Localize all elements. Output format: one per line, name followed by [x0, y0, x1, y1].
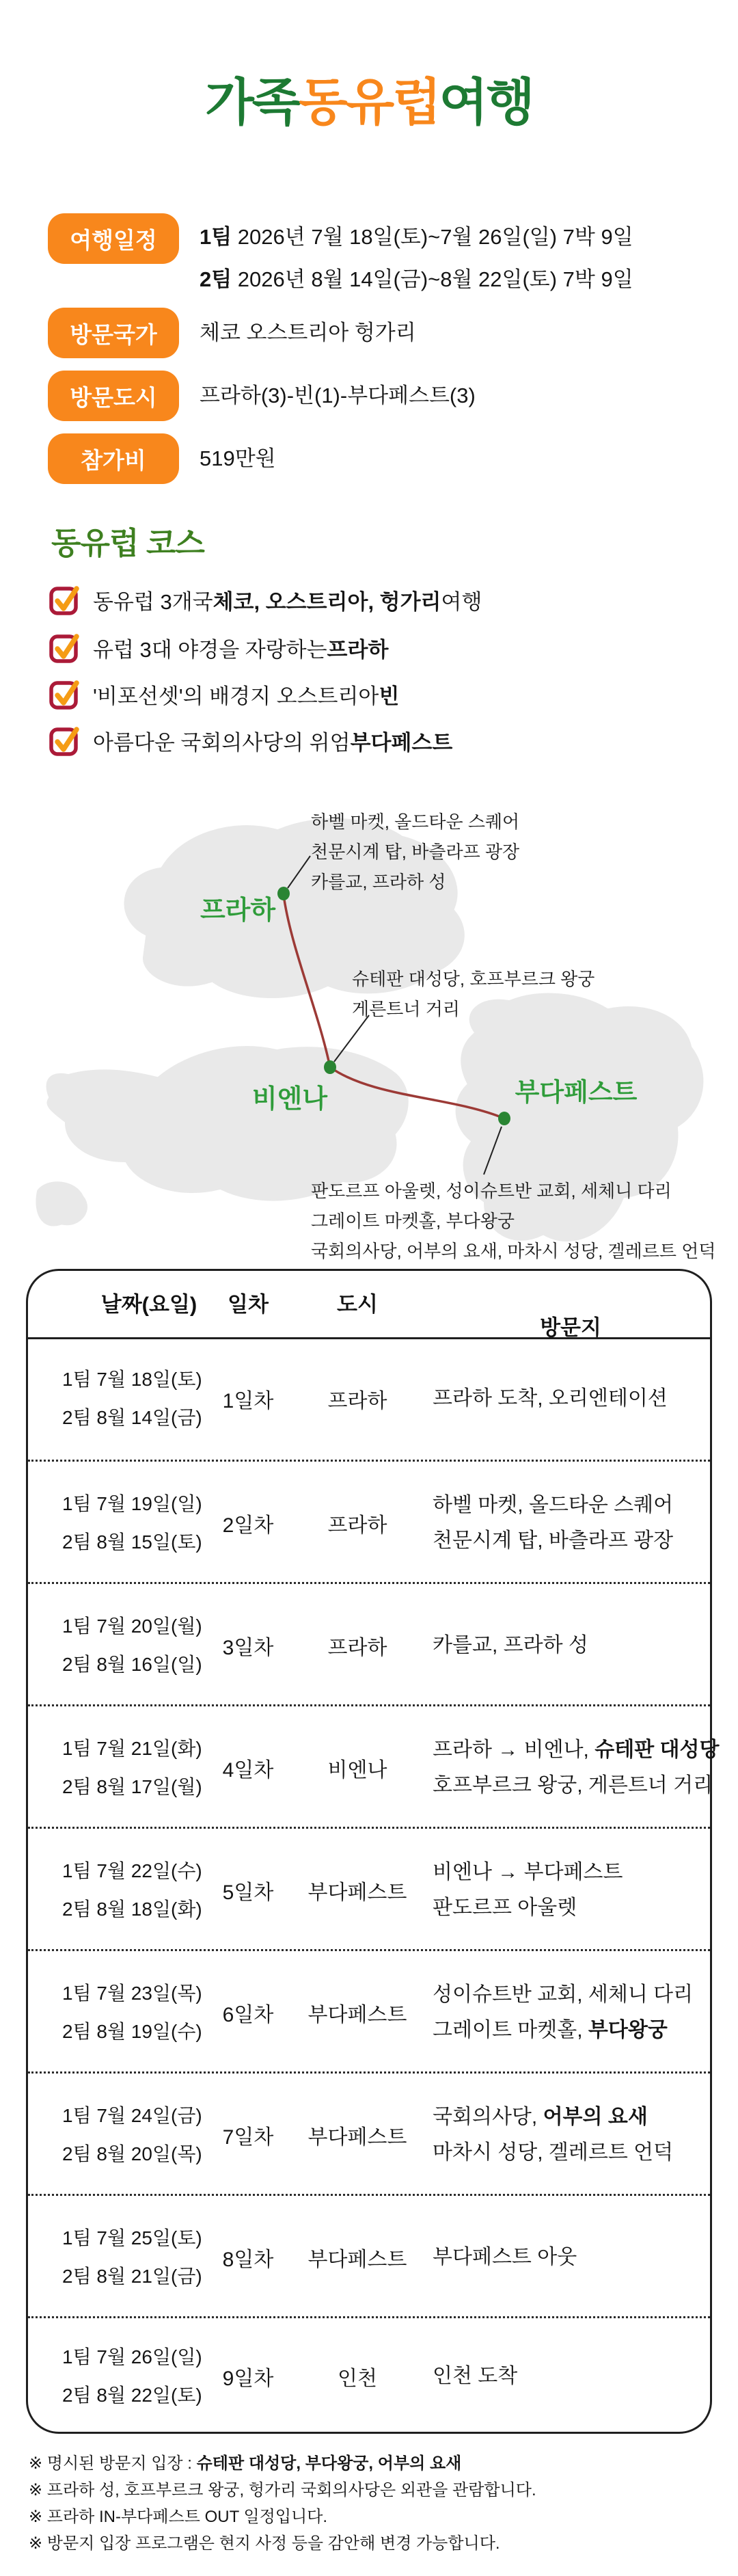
itinerary-table	[26, 1269, 720, 2434]
table-row	[28, 2071, 710, 2196]
date-line: 2팀 8월 18일(화)	[62, 1898, 202, 1920]
cell-dates	[62, 1730, 202, 1806]
city-dot-budapest	[498, 1112, 510, 1125]
cell-dates	[62, 1607, 202, 1684]
info-row-0	[48, 213, 704, 306]
date-line: 2팀 8월 14일(금)	[62, 1406, 202, 1428]
cell-city: 프라하	[327, 1514, 387, 1537]
table-row	[28, 1949, 710, 2074]
footnote-line: ※ 명시된 방문지 입장 : 슈테판 대성당, 부다왕궁, 어부의 요새	[29, 2454, 462, 2473]
visit-line: 하벨 마켓, 올드타운 스퀘어	[433, 1493, 674, 1516]
info-value-line: 519만원	[200, 446, 276, 470]
map-shape-neighbor	[34, 1180, 89, 1228]
date-line: 2팀 8월 17일(월)	[62, 1775, 202, 1797]
date-line: 1팀 7월 21일(화)	[62, 1737, 202, 1759]
cell-city: 프라하	[327, 1636, 387, 1659]
date-line: 1팀 7월 18일(토)	[62, 1368, 202, 1390]
cell-dates	[62, 1360, 202, 1437]
visit-line: 그레이트 마켓홀, 부다왕궁	[433, 2018, 668, 2041]
cell-dates	[62, 2097, 202, 2173]
footnote-line: ※ 프라하 IN-부다페스트 OUT 일정입니다.	[29, 2508, 328, 2526]
map-annotation-budapest	[311, 1176, 715, 1266]
table-row	[28, 1582, 710, 1706]
info-value-line: 프라하(3)-빈(1)-부다페스트(3)	[200, 384, 476, 407]
cell-visits	[433, 1488, 673, 1559]
footnotes	[29, 2450, 712, 2557]
map-annotation-line: 카를교, 프라하 성	[311, 872, 446, 892]
table-row	[28, 2194, 710, 2318]
visit-line: 국회의사당, 어부의 요새	[433, 2105, 648, 2128]
visit-line: 마차시 성당, 겔레르트 언덕	[433, 2141, 674, 2164]
map-annotation-line: 그레이트 마켓홀, 부다왕궁	[311, 1211, 515, 1231]
cell-day: 7일차	[222, 2125, 274, 2149]
info-badge: 참가비	[48, 433, 179, 484]
info-value-line: 2팀 2026년 8월 14일(금)~8월 22일(토) 7박 9일	[200, 267, 633, 291]
cell-visits	[433, 2359, 517, 2394]
map-annotation-line: 국회의사당, 어부의 요새, 마차시 성당, 겔레르트 언덕	[311, 1241, 716, 1261]
title-segment-2: 여행	[439, 74, 533, 131]
cell-visits	[433, 1855, 623, 1926]
cell-dates	[62, 2219, 202, 2296]
footnote-line: ※ 방문지 입장 프로그램은 현지 사정 등을 감안해 변경 가능합니다.	[29, 2534, 500, 2553]
map-annotation-line: 하벨 마켓, 올드타운 스퀘어	[311, 811, 520, 832]
cell-city: 프라하	[327, 1389, 387, 1412]
course-item-1	[49, 623, 692, 671]
course-item-2	[49, 670, 692, 718]
cell-day: 4일차	[222, 1758, 274, 1782]
info-badge: 방문국가	[48, 308, 179, 358]
cell-visits	[433, 1732, 719, 1803]
visit-line: 성이슈트반 교회, 세체니 다리	[433, 1983, 694, 2006]
cell-day: 8일차	[222, 2248, 274, 2271]
map-annotation-vienna	[352, 964, 594, 1024]
date-line: 2팀 8월 22일(토)	[62, 2384, 202, 2406]
info-row-1	[48, 308, 704, 358]
info-value-line: 체코 오스트리아 헝가리	[200, 321, 416, 345]
cell-dates	[62, 1974, 202, 2051]
date-line: 2팀 8월 15일(토)	[62, 1531, 202, 1553]
table-row	[28, 1337, 710, 1460]
map-annotation-line: 천문시계 탑, 바츨라프 광장	[311, 842, 520, 862]
table-row	[28, 1704, 720, 1829]
map-annotation-line: 슈테판 대성당, 호프부르크 왕궁	[352, 969, 595, 989]
visit-line: 프라하 → 비엔나, 슈테판 대성당	[433, 1738, 720, 1761]
checkbox-check-icon	[49, 632, 81, 663]
info-value	[200, 375, 705, 417]
date-line: 2팀 8월 20일(목)	[62, 2143, 202, 2164]
cell-city: 비엔나	[327, 1758, 387, 1782]
city-label-vienna: 비엔나	[251, 1085, 328, 1114]
course-item-text: '비포선셋'의 배경지 오스트리아 빈	[93, 684, 400, 708]
cell-city: 부다페스트	[308, 2248, 407, 2271]
cell-day: 6일차	[222, 2003, 274, 2026]
cell-day: 9일차	[222, 2367, 274, 2390]
cell-day: 1일차	[222, 1389, 274, 1412]
title-segment-0: 가족	[205, 74, 299, 131]
visit-line: 카를교, 프라하 성	[433, 1633, 588, 1656]
table-row	[28, 1827, 710, 1951]
date-line: 1팀 7월 26일(일)	[62, 2346, 202, 2367]
info-value	[200, 438, 705, 480]
footnote-line: ※ 프라하 성, 호프부르크 왕궁, 헝가리 국회의사당은 외관을 관람합니다.	[29, 2481, 536, 2499]
city-label-prague: 프라하	[200, 896, 276, 925]
course-item-0	[49, 576, 692, 623]
title-segment-1: 동유럽	[299, 74, 439, 131]
visit-line: 비엔나 → 부다페스트	[433, 1860, 623, 1883]
cell-visits	[433, 1628, 588, 1663]
info-row-3	[48, 433, 704, 484]
cell-day: 5일차	[222, 1881, 274, 1904]
course-item-text: 동유럽 3개국 체코, 오스트리아, 헝가리 여행	[93, 589, 482, 614]
info-value	[200, 216, 705, 301]
info-value	[200, 312, 705, 354]
date-line: 2팀 8월 19일(수)	[62, 2020, 202, 2042]
date-line: 2팀 8월 21일(금)	[62, 2265, 202, 2287]
map-annotation-line: 판도르프 아울렛, 성이슈트반 교회, 세체니 다리	[311, 1181, 672, 1201]
cell-visits	[433, 1977, 693, 2048]
date-line: 1팀 7월 22일(수)	[62, 1860, 202, 1881]
visit-line: 인천 도착	[433, 2364, 518, 2387]
date-line: 1팀 7월 19일(일)	[62, 1492, 202, 1514]
checkbox-check-icon	[49, 725, 81, 756]
table-header-date: 날짜(요일)	[100, 1292, 197, 1317]
visit-line: 부다페스트 아웃	[433, 2245, 577, 2268]
checkbox-check-icon	[49, 584, 81, 615]
visit-line: 호프부르크 왕궁, 게른트너 거리	[433, 1773, 713, 1797]
cell-dates	[62, 1852, 202, 1929]
course-item-text: 아름다운 국회의사당의 위엄 부다페스트	[93, 730, 453, 755]
date-line: 2팀 8월 16일(일)	[62, 1653, 202, 1675]
visit-line: 판도르프 아울렛	[433, 1896, 577, 1919]
cell-city: 부다페스트	[308, 2125, 407, 2149]
city-label-budapest: 부다페스트	[515, 1078, 638, 1106]
info-badge: 방문도시	[48, 371, 179, 421]
cell-city: 인천	[338, 2367, 377, 2390]
course-item-text: 유럽 3대 야경을 자랑하는 프라하	[93, 637, 389, 662]
cell-visits	[433, 1381, 668, 1417]
info-value-line: 1팀 2026년 7월 18일(토)~7월 26일(일) 7박 9일	[200, 225, 633, 249]
city-dot-vienna	[324, 1060, 336, 1074]
cell-visits	[433, 2240, 577, 2275]
date-line: 1팀 7월 20일(월)	[62, 1615, 202, 1637]
checkbox-check-icon	[49, 678, 81, 710]
map-annotation-line: 게른트너 거리	[352, 999, 460, 1019]
visit-line: 프라하 도착, 오리엔테이션	[433, 1386, 668, 1410]
table-row	[28, 2316, 710, 2434]
course-item-3	[49, 716, 692, 764]
date-line: 1팀 7월 24일(금)	[62, 2104, 202, 2126]
cell-dates	[62, 1485, 202, 1561]
info-badge: 여행일정	[48, 213, 179, 264]
table-header-place: 방문지	[540, 1315, 601, 1340]
cell-day: 3일차	[222, 1636, 274, 1659]
cell-city: 부다페스트	[308, 2003, 407, 2026]
table-header-day: 일차	[228, 1292, 269, 1317]
cell-dates	[62, 2338, 202, 2415]
course-section-heading: 동유럽 코스	[51, 526, 204, 561]
date-line: 1팀 7월 23일(목)	[62, 1982, 202, 2004]
cell-day: 2일차	[222, 1514, 274, 1537]
cell-city: 부다페스트	[308, 1881, 407, 1904]
table-header-city: 도시	[337, 1292, 378, 1317]
date-line: 1팀 7월 25일(토)	[62, 2227, 202, 2249]
route-map	[34, 807, 716, 1278]
map-annotation-prague	[311, 807, 519, 897]
table-row	[28, 1460, 710, 1584]
page-title	[0, 70, 738, 135]
visit-line: 천문시계 탑, 바츨라프 광장	[433, 1529, 674, 1552]
info-row-2	[48, 371, 704, 421]
cell-visits	[433, 2099, 673, 2171]
